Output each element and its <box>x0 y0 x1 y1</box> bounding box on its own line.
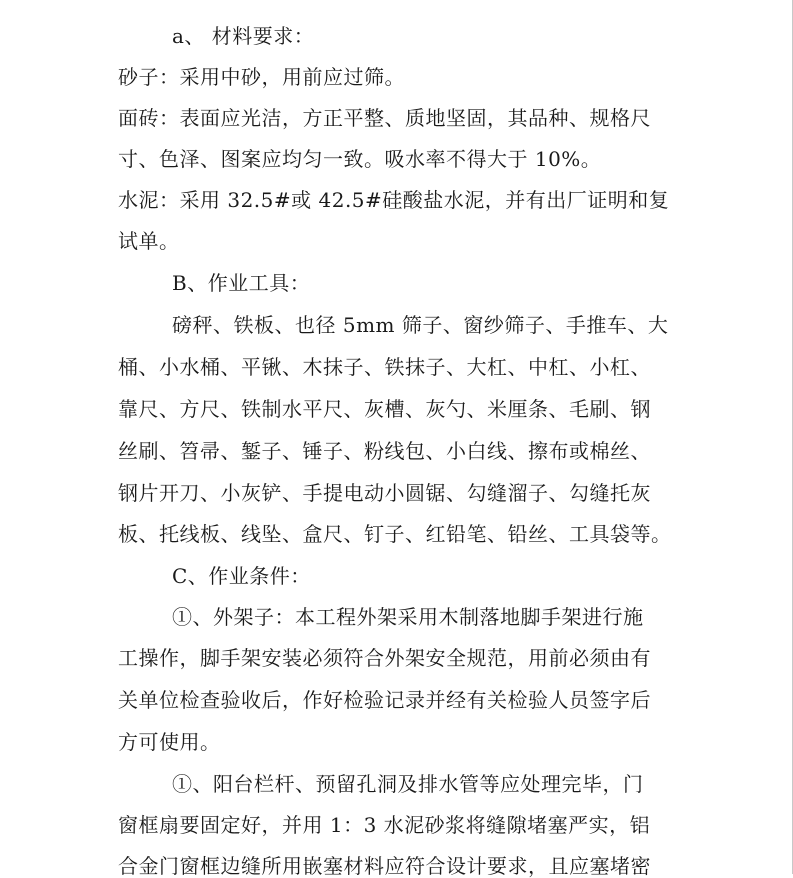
text-line: 寸、色泽、图案应均匀一致。吸水率不得大于 10%。 <box>118 147 602 171</box>
section-b-heading: B、作业工具： <box>172 271 311 295</box>
text-line: 磅秤、铁板、也径 5mm 筛子、窗纱筛子、手推车、大 <box>172 313 669 337</box>
section-a-heading: a、 材料要求： <box>172 24 315 48</box>
text-line: 面砖：表面应光洁，方正平整、质地坚固，其品种、规格尺 <box>118 106 651 130</box>
text-line: 工操作，脚手架安装必须符合外架安全规范，用前必须由有 <box>118 646 651 670</box>
text-line: 桶、小水桶、平锹、木抹子、铁抹子、大杠、中杠、小杠、 <box>118 355 651 379</box>
text-line: 钢片开刀、小灰铲、手提电动小圆锯、勾缝溜子、勾缝托灰 <box>118 481 651 505</box>
text-line: 方可使用。 <box>118 730 221 754</box>
text-line: ①、外架子：本工程外架采用木制落地脚手架进行施 <box>172 605 644 629</box>
text-line: 试单。 <box>118 229 180 253</box>
section-c-heading: C、作业条件： <box>172 564 311 588</box>
text-line: 砂子：采用中砂，用前应过筛。 <box>118 65 405 89</box>
text-line: 合金门窗框边缝所用嵌塞材料应符合设计要求，且应塞堵密 <box>118 854 651 878</box>
text-line: 关单位检查验收后，作好检验记录并经有关检验人员签字后 <box>118 688 651 712</box>
text-line: 窗框扇要固定好，并用 1：3 水泥砂浆将缝隙堵塞严实，铝 <box>118 813 651 837</box>
text-line: ①、阳台栏杆、预留孔洞及排水管等应处理完毕，门 <box>172 772 644 796</box>
text-line: 板、托线板、线坠、盒尺、钉子、红铅笔、铅丝、工具袋等。 <box>118 522 672 546</box>
text-line: 靠尺、方尺、铁制水平尺、灰槽、灰勺、米厘条、毛刷、钢 <box>118 397 651 421</box>
text-line: 水泥：采用 32.5#或 42.5#硅酸盐水泥，并有出厂证明和复 <box>118 188 670 212</box>
text-line: 丝刷、笤帚、錾子、锤子、粉线包、小白线、擦布或棉丝、 <box>118 439 651 463</box>
